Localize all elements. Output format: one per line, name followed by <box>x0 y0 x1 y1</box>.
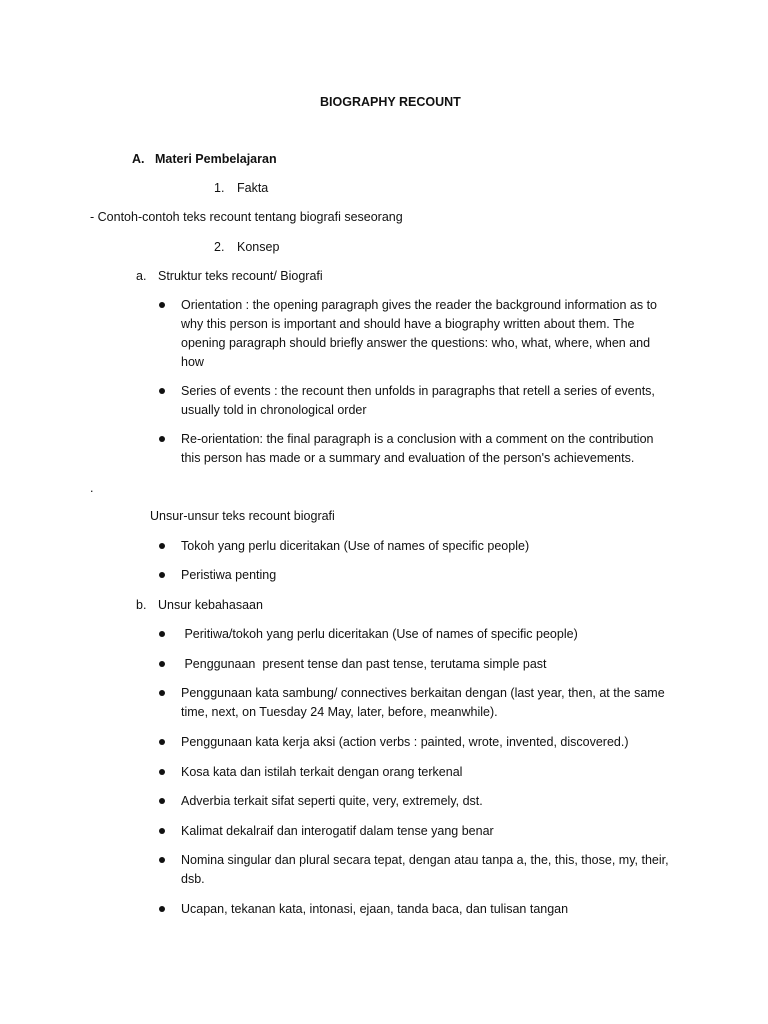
item-2-marker: 2. <box>214 240 225 254</box>
section-a-heading: Materi Pembelajaran <box>155 152 277 166</box>
fakta-line: - Contoh-contoh teks recount tentang biografi seseorang <box>90 210 403 224</box>
bullet-icon <box>159 857 165 863</box>
unsur-item-tokoh: Tokoh yang perlu diceritakan (Use of names of specific people) <box>181 539 530 553</box>
section-a-marker: A. <box>132 152 145 166</box>
sub-a-heading: Struktur teks recount/ Biografi <box>158 269 323 283</box>
orientation-line-1: Orientation : the opening paragraph gives the reader the background information as to <box>181 298 658 312</box>
item-1-marker: 1. <box>214 181 225 195</box>
sub-b-marker: b. <box>136 598 147 612</box>
unsur-heading: Unsur-unsur teks recount biografi <box>150 509 335 523</box>
item-1-heading: Fakta <box>237 181 269 195</box>
bullet-icon <box>159 798 165 804</box>
kebahasaan-item-2: Penggunaan present tense dan past tense, terutama simple past <box>181 657 547 671</box>
kebahasaan-item-3-line-1: Penggunaan kata sambung/ connectives berkaitan dengan (last year, then, at the same <box>181 686 665 700</box>
series-line-2: usually told in chronological order <box>181 403 367 417</box>
orientation-line-4: how <box>181 355 204 369</box>
bullet-icon <box>159 769 165 775</box>
bullet-icon <box>159 436 165 442</box>
kebahasaan-item-3-line-2: time, next, on Tuesday 24 May, later, before, meanwhile). <box>181 705 498 719</box>
unsur-item-peristiwa: Peristiwa penting <box>181 568 277 582</box>
bullet-icon <box>159 543 165 549</box>
series-line-1: Series of events : the recount then unfolds in paragraphs that retell a series of events, <box>181 384 655 398</box>
bullet-icon <box>159 906 165 912</box>
bullet-icon <box>159 388 165 394</box>
item-2-heading: Konsep <box>237 240 280 254</box>
sub-a-marker: a. <box>136 269 147 283</box>
kebahasaan-item-5: Kosa kata dan istilah terkait dengan orang terkenal <box>181 765 463 779</box>
stray-dot: . <box>90 481 94 495</box>
bullet-icon <box>159 661 165 667</box>
kebahasaan-item-8-line-2: dsb. <box>181 872 205 886</box>
bullet-icon <box>159 572 165 578</box>
reorientation-line-1: Re-orientation: the final paragraph is a conclusion with a comment on the contribution <box>181 432 654 446</box>
bullet-icon <box>159 828 165 834</box>
bullet-icon <box>159 631 165 637</box>
kebahasaan-item-8-line-1: Nomina singular dan plural secara tepat, dengan atau tanpa a, the, this, those, my, their, <box>181 853 669 867</box>
kebahasaan-item-4: Penggunaan kata kerja aksi (action verbs : painted, wrote, invented, discovered.) <box>181 735 629 749</box>
orientation-line-2: why this person is important and should have a biography written about them. The <box>181 317 635 331</box>
kebahasaan-item-9: Ucapan, tekanan kata, intonasi, ejaan, tanda baca, dan tulisan tangan <box>181 902 569 916</box>
kebahasaan-item-6: Adverbia terkait sifat seperti quite, very, extremely, dst. <box>181 794 483 808</box>
bullet-icon <box>159 302 165 308</box>
bullet-icon <box>159 690 165 696</box>
orientation-line-3: opening paragraph should briefly answer the questions: who, what, where, when and <box>181 336 651 350</box>
reorientation-line-2: this person has made or a summary and evaluation of the person's achievements. <box>181 451 635 465</box>
sub-b-heading: Unsur kebahasaan <box>158 598 263 612</box>
bullet-icon <box>159 739 165 745</box>
kebahasaan-item-1: Peritiwa/tokoh yang perlu diceritakan (Use of names of specific people) <box>181 627 578 641</box>
page-title: BIOGRAPHY RECOUNT <box>320 95 461 109</box>
kebahasaan-item-7: Kalimat dekalraif dan interogatif dalam tense yang benar <box>181 824 494 838</box>
